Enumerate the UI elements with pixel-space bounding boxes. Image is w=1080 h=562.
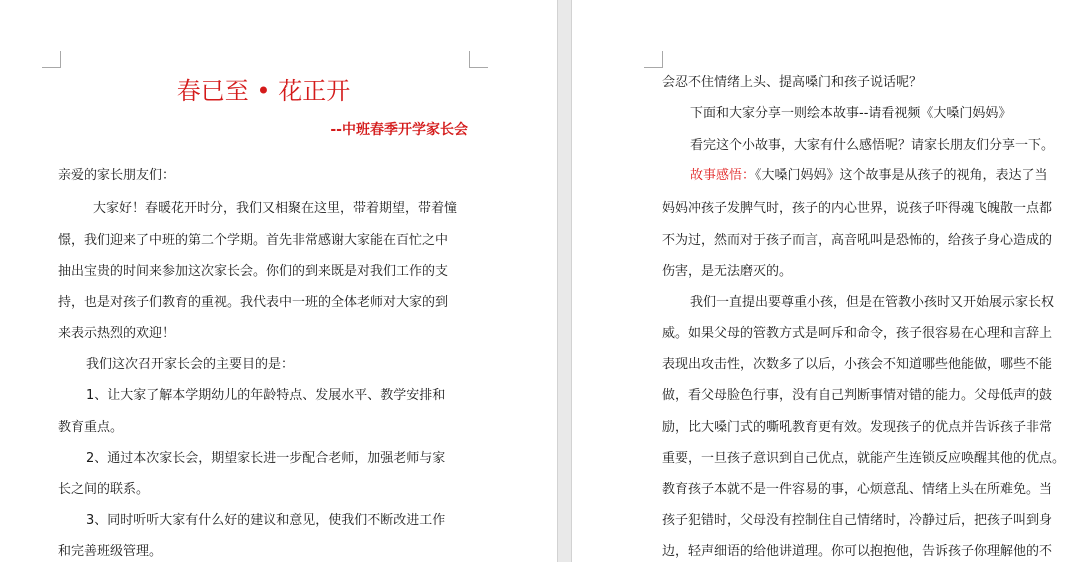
margin-corner-mark xyxy=(469,51,488,68)
document-title: 春已至 • 花正开 xyxy=(176,77,351,105)
text-line: 1、让大家了解本学期幼儿的年龄特点、发展水平、教学安排和 xyxy=(86,388,446,403)
text-line: 和完善班级管理。 xyxy=(58,544,163,559)
text-line: 威。如果父母的管教方式是呵斥和命令，孩子很容易在心理和言辞上 xyxy=(662,326,1053,341)
text-line: 边，轻声细语的给他讲道理。你可以抱抱他，告诉孩子你理解他的不 xyxy=(662,544,1053,559)
text-line: 妈妈冲孩子发脾气时，孩子的内心世界，说孩子吓得魂飞魄散一点都 xyxy=(662,201,1053,216)
text-line: 长之间的联系。 xyxy=(58,482,150,497)
text-line: 我们一直提出要尊重小孩，但是在管教小孩时又开始展示家长权 xyxy=(690,295,1055,310)
text-line: 表现出攻击性，次数多了以后，小孩会不知道哪些他能做，哪些不能 xyxy=(662,357,1053,372)
text-line: 我们这次召开家长会的主要目的是： xyxy=(86,357,295,372)
margin-corner-mark xyxy=(42,51,61,68)
text-line: 大家好！春暖花开时分，我们又相聚在这里，带着期望，带着憧 xyxy=(93,201,458,216)
text-line: 3、同时听听大家有什么好的建议和意见，使我们不断改进工作 xyxy=(86,513,446,528)
text-line: 重要，一旦孩子意识到自己优点，就能产生连锁反应唤醒其他的优点。 xyxy=(662,451,1066,466)
text-line: 下面和大家分享一则绘本故事--请看视频《大嗓门妈妈》 xyxy=(690,106,1012,121)
text-line: 教育重点。 xyxy=(58,420,124,435)
text-line: 抽出宝贵的时间来参加这次家长会。你们的到来既是对我们工作的支 xyxy=(58,264,449,279)
text-line: 孩子犯错时，父母没有控制住自己情绪时，冷静过后，把孩子叫到身 xyxy=(662,513,1053,528)
text-line: 做，看父母脸色行事，没有自己判断事情对错的能力。父母低声的鼓 xyxy=(662,388,1053,403)
text-line: 2、通过本次家长会，期望家长进一步配合老师，加强老师与家 xyxy=(86,451,446,466)
text-line: 憬，我们迎来了中班的第二个学期。首先非常感谢大家能在百忙之中 xyxy=(58,233,449,248)
text-line: 励，比大嗓门式的嘶吼教育更有效。发现孩子的优点并告诉孩子非常 xyxy=(662,420,1053,435)
text-line: 来表示热烈的欢迎！ xyxy=(58,326,176,341)
margin-corner-mark xyxy=(644,51,663,68)
text-line: 亲爱的家长朋友们： xyxy=(58,168,176,183)
text-line-content: 《大嗓门妈妈》这个故事是从孩子的视角，表达了当 xyxy=(755,168,1048,183)
document-subtitle: --中班春季开学家长会 xyxy=(330,122,468,138)
text-line: 不为过，然而对于孩子而言，高音吼叫是恐怖的，给孩子身心造成的 xyxy=(662,233,1053,248)
text-line: 伤害，是无法磨灭的。 xyxy=(662,264,793,279)
highlight-label: 故事感悟： xyxy=(690,168,756,183)
text-line: 会忍不住情绪上头、提高嗓门和孩子说话呢？ xyxy=(662,75,923,90)
text-line: 教育孩子本就不是一件容易的事，心烦意乱、情绪上头在所难免。当 xyxy=(662,482,1053,497)
page-gap xyxy=(557,0,572,562)
text-line: 看完这个小故事，大家有什么感悟呢？请家长朋友们分享一下。 xyxy=(690,138,1055,153)
text-line xyxy=(690,163,1080,189)
document-page-right xyxy=(572,0,1080,562)
text-line: 持，也是对孩子们教育的重视。我代表中一班的全体老师对大家的到 xyxy=(58,295,449,310)
